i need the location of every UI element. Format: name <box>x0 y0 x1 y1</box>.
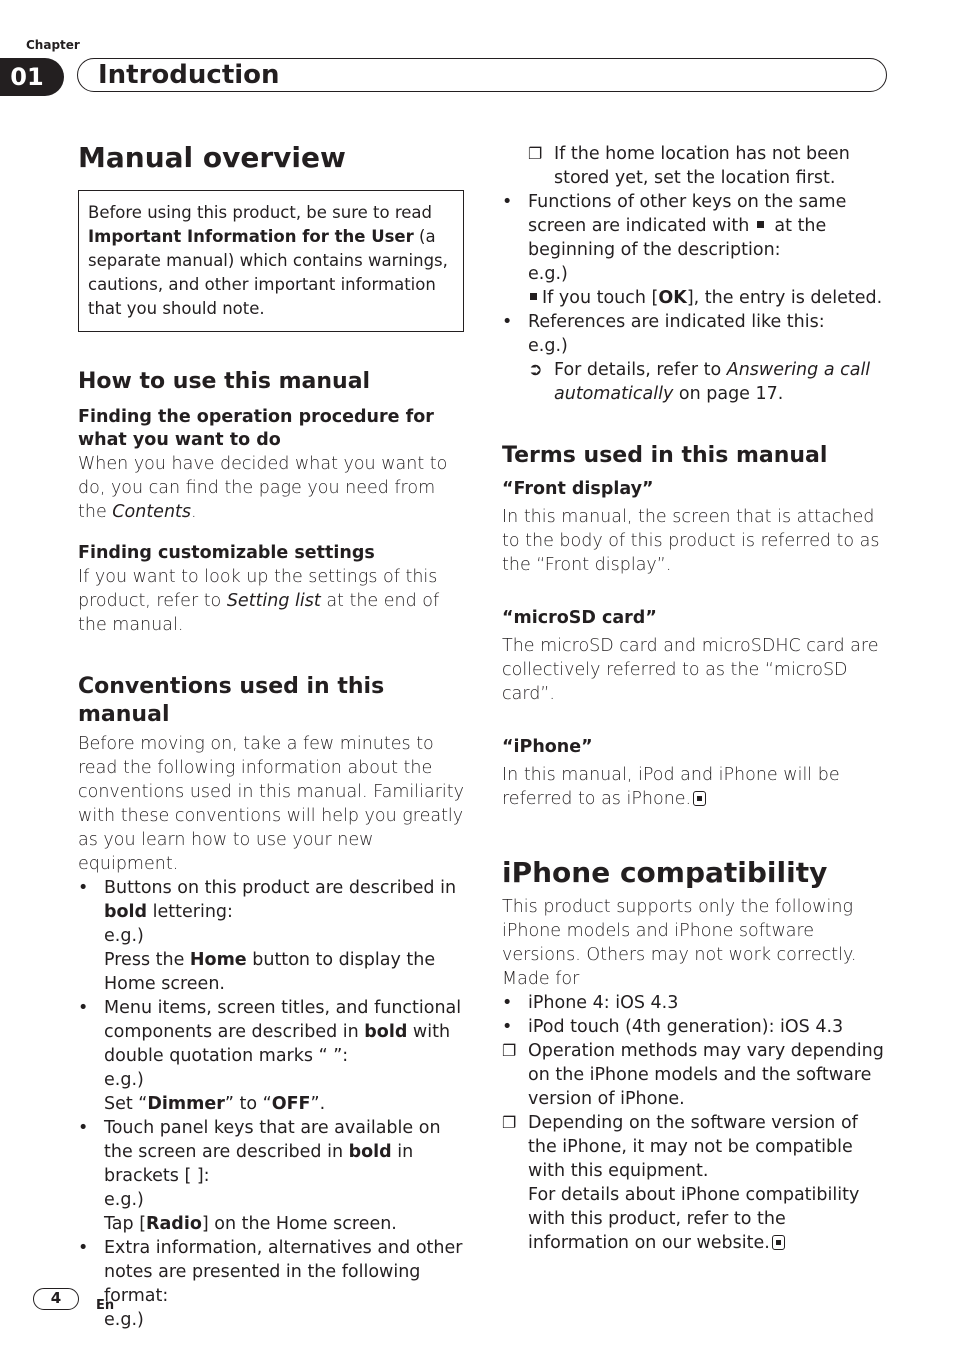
heading-terms: Terms used in this manual <box>502 443 828 468</box>
example-label: e.g.) <box>528 336 568 356</box>
reference-arrow-icon: ➲ <box>528 360 543 380</box>
list-item: • Touch panel keys that are available on the screen are described in bold in brackets [ ]: <box>78 1118 441 1186</box>
checkbox-note-icon: ❐ <box>502 1041 517 1060</box>
section-title-iphone-compatibility: iPhone compatibility <box>502 856 828 889</box>
example-label: e.g.) <box>104 926 144 946</box>
end-mark-icon <box>772 1235 785 1250</box>
note-item: ❐ Depending on the software version of the iPhone, it may not be compatible with this equipment. <box>502 1113 858 1181</box>
example-label: e.g.) <box>104 1310 144 1330</box>
compat-intro: This product supports only the following iPhone models and iPhone software versions. Others may not work correctly. <box>502 897 857 965</box>
page-number: 4 <box>33 1288 79 1310</box>
square-bullet-icon <box>530 293 537 300</box>
checkbox-note-icon: ❐ <box>502 1113 517 1132</box>
checkbox-note-icon: ❐ <box>528 144 543 163</box>
chapter-label: Chapter <box>26 38 80 52</box>
example-text: Set “Dimmer” to “OFF”. <box>104 1094 326 1114</box>
left-column <box>78 140 468 1332</box>
heading-finding-settings: Finding customizable settings <box>78 543 375 563</box>
list-item: • Buttons on this product are described in bold lettering: <box>78 878 457 922</box>
example-label: e.g.) <box>104 1190 144 1210</box>
heading-iphone: “iPhone” <box>502 737 593 757</box>
note-text-end: (a separate manual) which contains warnings, cautions, and other important information that you should note. <box>88 227 448 318</box>
list-item: • Extra information, alternatives and other notes are presented in the following format: <box>78 1238 463 1306</box>
list-item: • Menu items, screen titles, and functional components are described in bold with double quotation marks “ ”: <box>78 998 462 1066</box>
list-item: • iPhone 4: iOS 4.3 <box>502 993 679 1013</box>
note-text: Before using this product, be sure to read <box>88 203 433 222</box>
example-text: Press the Home button to display the Home screen. <box>104 950 436 994</box>
example-text: If you touch [OK], the entry is deleted. <box>502 286 892 310</box>
right-column <box>502 142 892 1255</box>
example-label: e.g.) <box>528 264 568 284</box>
list-item: • References are indicated like this: <box>502 312 825 332</box>
section-title-manual-overview: Manual overview <box>78 141 346 174</box>
language-label: En <box>96 1298 115 1313</box>
end-mark-icon <box>693 791 706 806</box>
heading-finding-procedure: Finding the operation procedure for what you want to do <box>78 407 434 450</box>
reference-example: ➲ For details, refer to Answering a call automatically on page 17. <box>528 360 871 404</box>
note-item: ❐ If the home location has not been stored yet, set the location first. <box>528 144 850 188</box>
example-text: Tap [Radio] on the Home screen. <box>104 1214 397 1234</box>
list-item: • iPod touch (4th generation): iOS 4.3 <box>502 1017 844 1037</box>
made-for-label: Made for <box>502 969 580 989</box>
example-label: e.g.) <box>104 1070 144 1090</box>
iphone-text: In this manual, iPod and iPhone will be referred to as iPhone. <box>502 765 840 809</box>
heading-front-display: “Front display” <box>502 479 654 499</box>
square-bullet-icon <box>757 221 764 228</box>
chapter-title: Introduction <box>77 58 887 92</box>
important-note-box <box>78 190 464 332</box>
front-display-text: In this manual, the screen that is attached to the body of this product is referred to as the “Front display”. <box>502 507 880 575</box>
finding-procedure-text: When you have decided what you want to do, you can find the page you need from the Contents. <box>78 454 448 522</box>
heading-how-to-use: How to use this manual <box>78 369 371 394</box>
note-bold: Important Information for the User <box>88 227 414 246</box>
finding-settings-text: If you want to look up the settings of this product, refer to Setting list at the end of the manual. <box>78 567 440 635</box>
list-item: • Functions of other keys on the same screen are indicated with at the beginning of the description: <box>502 192 847 260</box>
note-continuation: For details about iPhone compatibility with this product, refer to the information on our website. <box>528 1185 860 1253</box>
conventions-intro: Before moving on, take a few minutes to read the following information about the conventions used in this manual. Familiarity with these conventions will help you greatly as you learn how to use your new equipment. <box>78 734 464 874</box>
heading-conventions: Conventions used in this manual <box>78 674 385 727</box>
chapter-number: 01 <box>0 58 64 96</box>
microsd-text: The microSD card and microSDHC card are collectively referred to as the “microSD card”. <box>502 636 879 704</box>
note-item: ❐ Operation methods may vary depending on the iPhone models and the software version of iPhone. <box>502 1041 884 1109</box>
heading-microsd: “microSD card” <box>502 608 657 628</box>
